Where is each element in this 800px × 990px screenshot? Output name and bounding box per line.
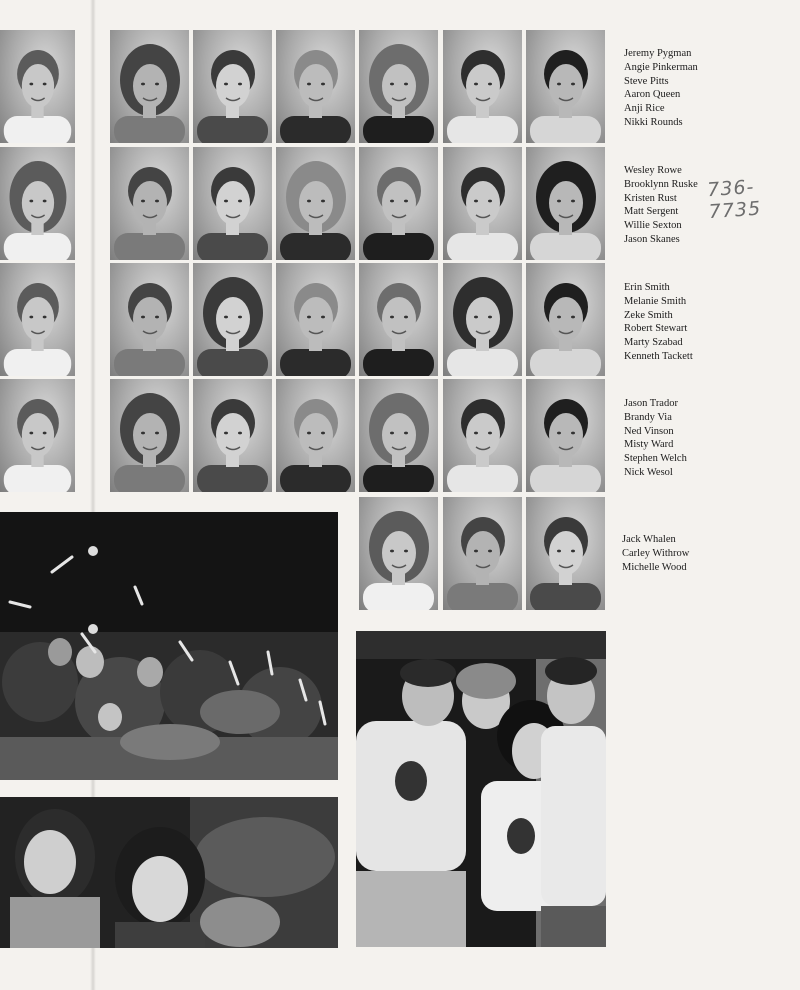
student-name: Misty Ward <box>624 439 674 451</box>
student-portrait <box>443 497 522 610</box>
student-name: Nick Wesol <box>624 466 673 478</box>
candid-photo-group-friends <box>356 631 606 947</box>
student-portrait <box>276 30 355 143</box>
student-name: Anji Rice <box>624 103 665 115</box>
student-name: Zeke Smith <box>624 309 673 321</box>
binding-hole <box>88 546 98 556</box>
student-name: Robert Stewart <box>624 323 688 335</box>
student-name: Erin Smith <box>624 282 670 293</box>
student-name: Michelle Wood <box>622 561 687 573</box>
student-name: Matt Sergent <box>624 206 679 218</box>
student-portrait <box>276 263 355 376</box>
student-name: Brandy Via <box>624 411 672 423</box>
binding-hole <box>88 624 98 634</box>
student-portrait <box>193 30 272 143</box>
student-name: Jack Whalen <box>622 534 676 545</box>
student-portrait <box>443 263 522 376</box>
student-name: Jason Trador <box>624 398 678 409</box>
student-name: Kristen Rust <box>624 192 677 204</box>
student-portrait <box>193 263 272 376</box>
student-portrait <box>193 379 272 492</box>
name-list-row-1 <box>624 47 698 130</box>
student-portrait <box>276 147 355 260</box>
student-portrait <box>0 30 75 143</box>
student-name: Melanie Smith <box>624 295 687 307</box>
name-list-row-5 <box>622 533 689 574</box>
candid-photo-crowd-pompoms <box>0 512 338 780</box>
student-portrait <box>0 379 75 492</box>
student-name: Marty Szabad <box>624 337 683 349</box>
student-name: Wesley Rowe <box>624 165 682 176</box>
student-portrait <box>0 263 75 376</box>
student-portrait <box>0 147 75 260</box>
student-portrait <box>359 263 438 376</box>
student-portrait <box>110 147 189 260</box>
student-name: Ned Vinson <box>624 425 674 437</box>
student-name: Brooklynn Ruske <box>624 178 698 190</box>
student-portrait <box>110 30 189 143</box>
student-portrait <box>110 379 189 492</box>
student-name: Stephen Welch <box>624 453 687 465</box>
student-portrait <box>526 147 605 260</box>
name-list-row-2 <box>624 164 698 247</box>
student-name: Kenneth Tackett <box>624 350 693 362</box>
student-portrait <box>443 30 522 143</box>
student-portrait <box>443 379 522 492</box>
student-name: Willie Sexton <box>624 220 682 232</box>
student-portrait <box>526 379 605 492</box>
student-portrait <box>443 147 522 260</box>
student-name: Carley Withrow <box>622 547 690 559</box>
student-name: Angie Pinkerman <box>624 61 698 73</box>
student-portrait <box>526 497 605 610</box>
student-portrait <box>110 263 189 376</box>
student-name: Nikki Rounds <box>624 116 683 128</box>
handwritten-phone-note: 736-7735 <box>706 175 762 224</box>
student-name: Aaron Queen <box>624 89 681 101</box>
candid-photo-two-girls <box>0 797 338 948</box>
name-list-row-4 <box>624 397 687 480</box>
student-portrait <box>359 497 438 610</box>
student-portrait <box>359 379 438 492</box>
student-name: Jason Skanes <box>624 233 680 245</box>
student-name: Steve Pitts <box>624 75 669 87</box>
student-portrait <box>526 30 605 143</box>
student-portrait <box>359 30 438 143</box>
student-portrait <box>526 263 605 376</box>
name-list-row-3 <box>624 281 693 364</box>
student-portrait <box>193 147 272 260</box>
student-name: Jeremy Pygman <box>624 48 692 59</box>
student-portrait <box>359 147 438 260</box>
student-portrait <box>276 379 355 492</box>
